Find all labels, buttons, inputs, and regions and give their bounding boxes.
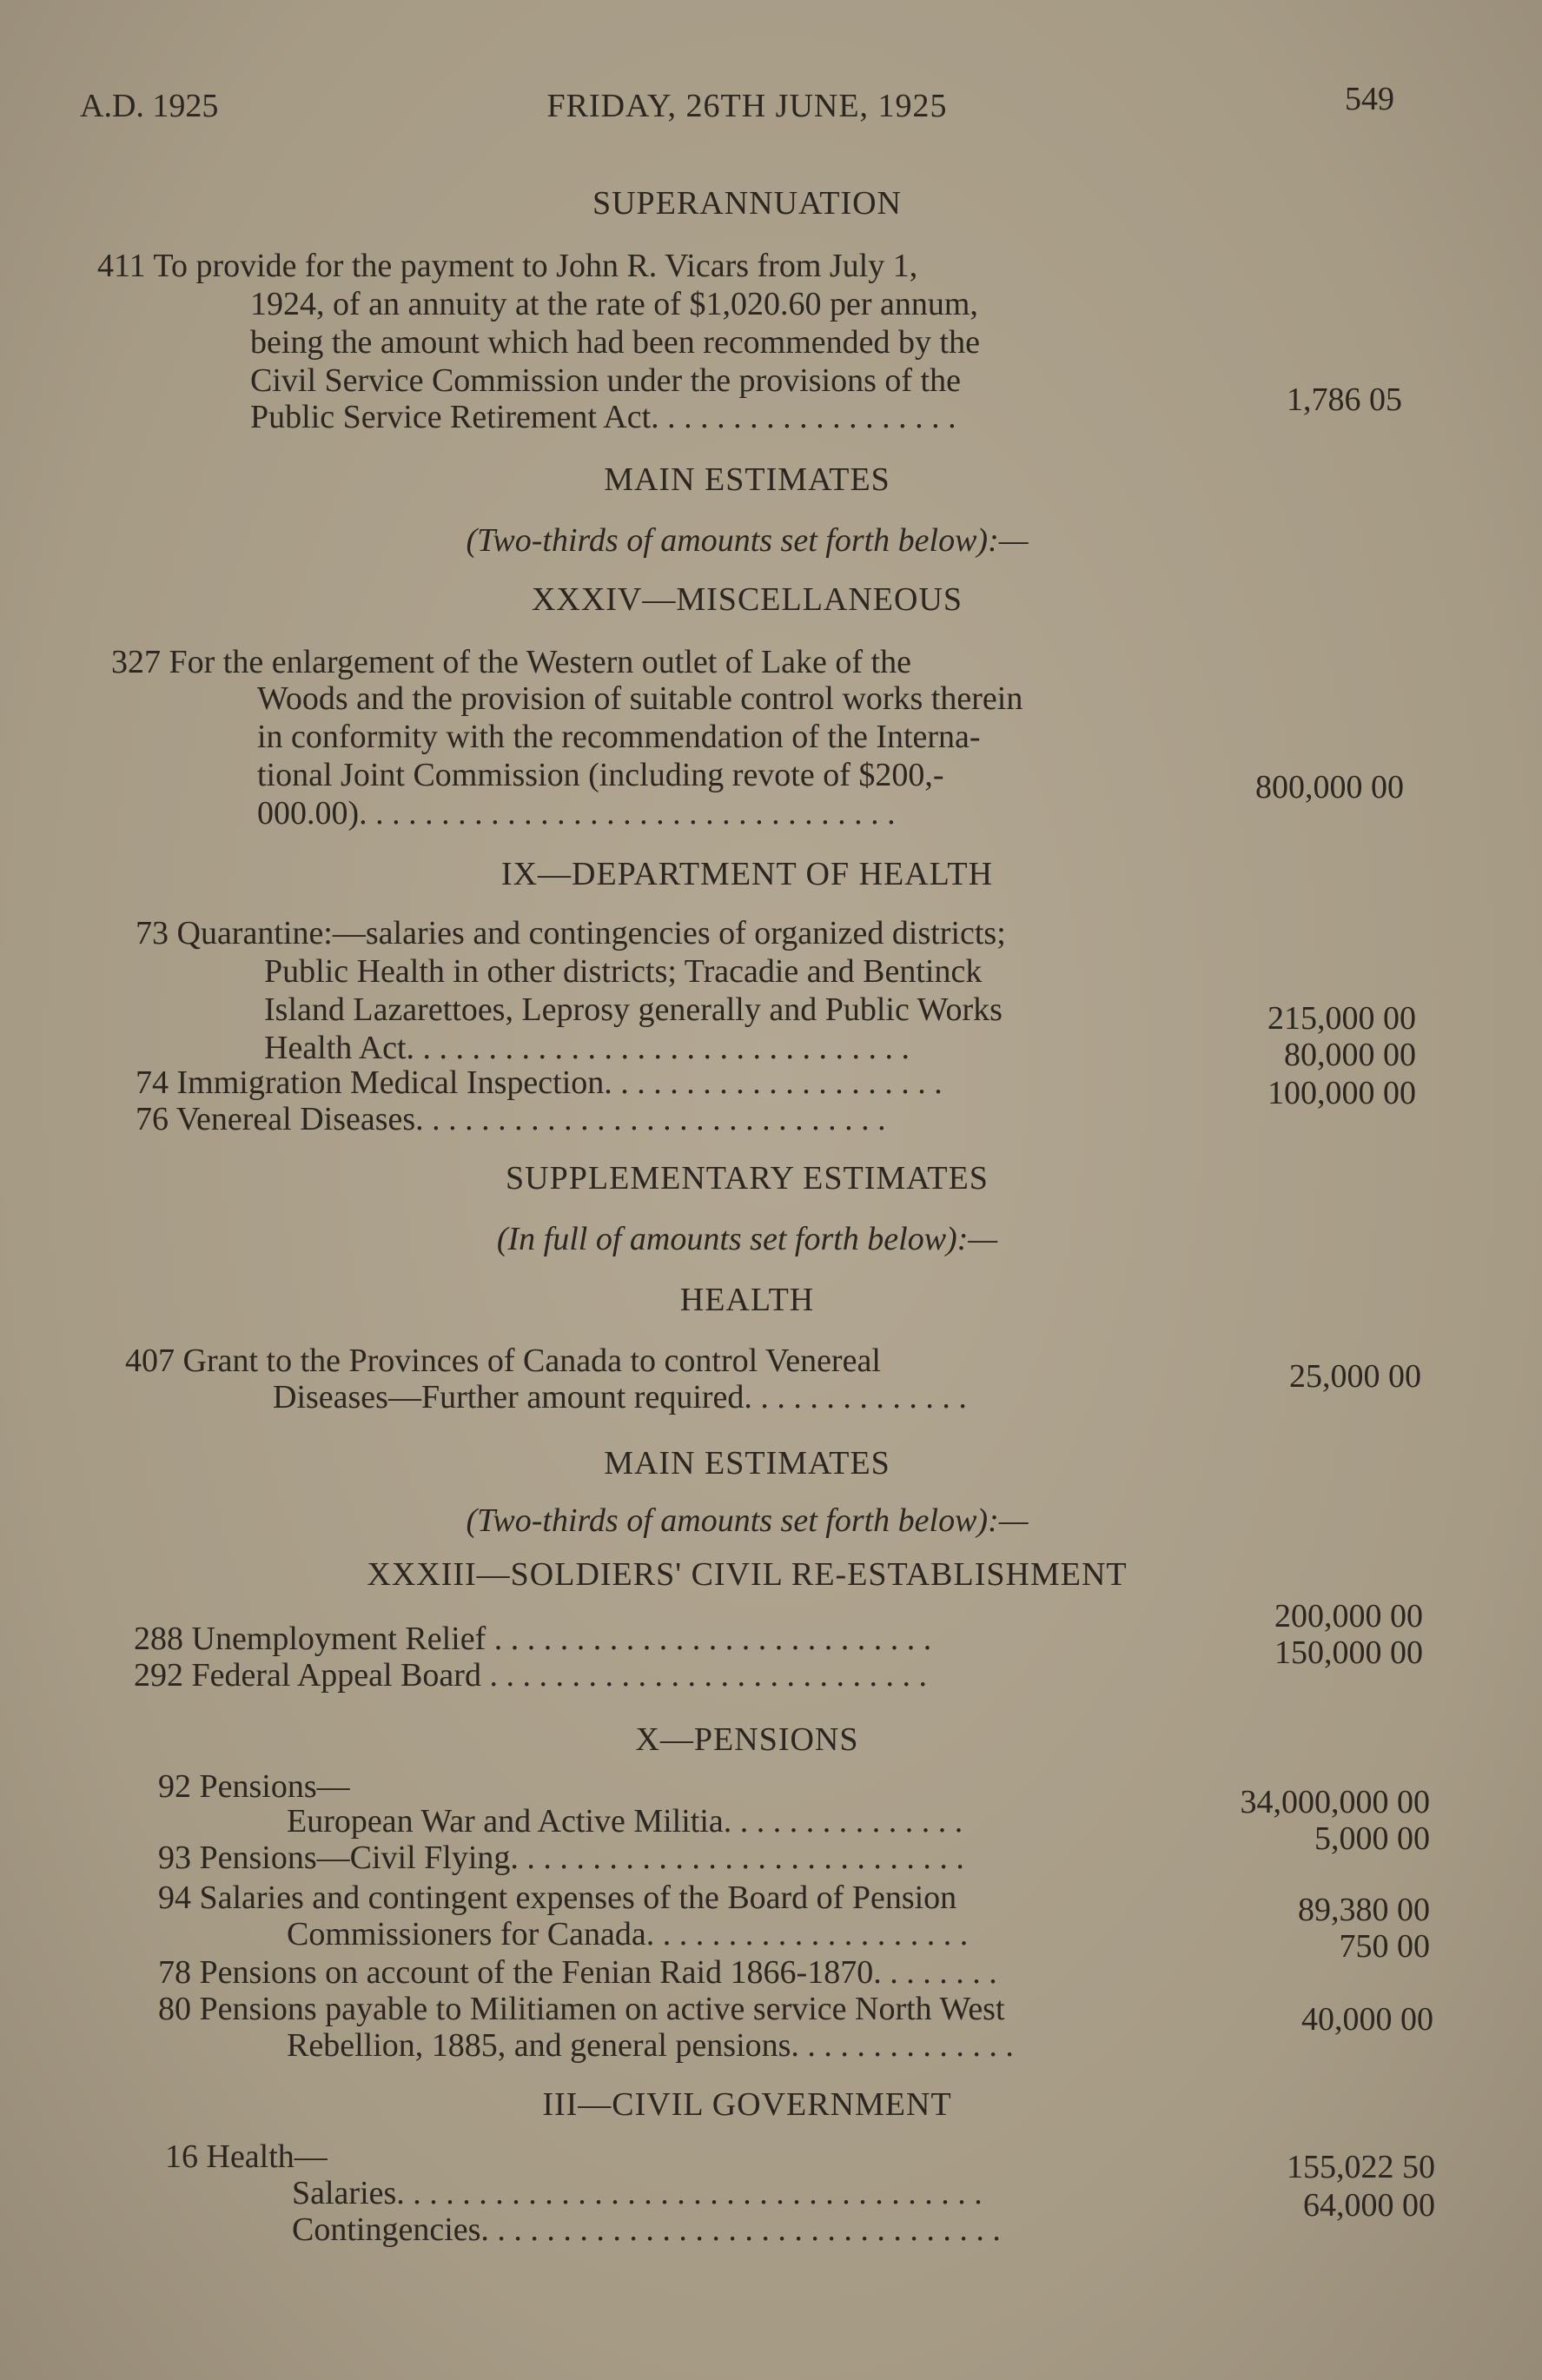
item-407-amount: 25,000 00 xyxy=(1289,1358,1421,1395)
item-76-amount: 100,000 00 xyxy=(1267,1075,1416,1111)
item-288-amount: 200,000 00 xyxy=(1274,1598,1423,1634)
note-main-estimates-2: (Two-thirds of amounts set forth below):— xyxy=(466,1502,1029,1539)
heading-soldiers-civil-re-establishment: XXXIII—SOLDIERS' CIVIL RE-ESTABLISHMENT xyxy=(367,1556,1128,1593)
item-78-amount: 750 00 xyxy=(1339,1928,1430,1965)
heading-health: HEALTH xyxy=(679,1282,815,1318)
item-76-line: 76 Venereal Diseases. . . . . . . . . . . . . . . . . . . . . . . . . . . . . xyxy=(136,1101,886,1137)
item-93-line: 93 Pensions—Civil Flying. . . . . . . . . . . . . . . . . . . . . . . . . . . . xyxy=(158,1840,964,1876)
item-94-line-1: 94 Salaries and contingent expenses of the Board of Pension xyxy=(158,1879,957,1916)
item-74-line: 74 Immigration Medical Inspection. . . . . . . . . . . . . . . . . . . . . xyxy=(136,1064,943,1101)
item-411-line-3: being the amount which had been recommended by the xyxy=(250,324,980,361)
heading-superannuation: SUPERANNUATION xyxy=(592,185,903,222)
item-93-amount: 5,000 00 xyxy=(1314,1820,1430,1857)
item-94-line-2: Commissioners for Canada. . . . . . . . . . . . . . . . . . . . xyxy=(287,1916,969,1952)
item-73-amount: 215,000 00 xyxy=(1267,1000,1416,1037)
header-date: FRIDAY, 26TH JUNE, 1925 xyxy=(546,88,948,124)
note-supplementary-estimates: (In full of amounts set forth below):— xyxy=(496,1221,998,1257)
item-292-line: 292 Federal Appeal Board . . . . . . . . . . . . . . . . . . . . . . . . . . . xyxy=(134,1657,927,1694)
item-327-line-1: 327 For the enlargement of the Western outlet of Lake of the xyxy=(111,644,911,680)
item-80-amount: 40,000 00 xyxy=(1301,2001,1433,2038)
item-288-line: 288 Unemployment Relief . . . . . . . . . . . . . . . . . . . . . . . . . . . xyxy=(134,1621,932,1657)
item-92-line-2: European War and Active Militia. . . . . . . . . . . . . . . xyxy=(287,1803,963,1840)
heading-supplementary-estimates: SUPPLEMENTARY ESTIMATES xyxy=(506,1160,989,1197)
item-92-amount: 34,000,000 00 xyxy=(1240,1784,1430,1820)
item-292-amount: 150,000 00 xyxy=(1274,1634,1423,1671)
item-327-line-3: in conformity with the recommendation of the Interna- xyxy=(257,719,981,755)
item-327-line-4: tional Joint Commission (including revote of $200,- xyxy=(257,757,944,793)
item-80-line-1: 80 Pensions payable to Militiamen on active service North West xyxy=(158,1991,1005,2027)
item-16-contingencies: Contingencies. . . . . . . . . . . . . . . . . . . . . . . . . . . . . . . . xyxy=(292,2211,1001,2248)
item-411-amount: 1,786 05 xyxy=(1287,381,1402,418)
item-73-line-3: Island Lazarettoes, Leprosy generally and Public Works xyxy=(264,991,1003,1028)
item-411-line-1: 411 To provide for the payment to John R. Vicars from July 1, xyxy=(97,248,918,284)
item-94-amount: 89,380 00 xyxy=(1298,1892,1430,1928)
item-407-line-2: Diseases—Further amount required. . . . . . . . . . . . . . xyxy=(273,1379,967,1415)
item-16-salaries: Salaries. . . . . . . . . . . . . . . . . . . . . . . . . . . . . . . . . . . . xyxy=(292,2175,983,2211)
item-411-line-5: Public Service Retirement Act. . . . . . . . . . . . . . . . . . . xyxy=(250,399,956,435)
note-main-estimates-1: (Two-thirds of amounts set forth below):— xyxy=(466,522,1029,559)
item-411-line-2: 1924, of an annuity at the rate of $1,020.60 per annum, xyxy=(250,286,978,322)
header-year: A.D. 1925 xyxy=(80,88,219,124)
item-411-line-4: Civil Service Commission under the provisions of the xyxy=(250,362,961,399)
item-73-line-1: 73 Quarantine:—salaries and contingencies of organized districts; xyxy=(136,915,1006,951)
item-16-line-1: 16 Health— xyxy=(165,2138,328,2175)
item-407-line-1: 407 Grant to the Provinces of Canada to control Venereal xyxy=(125,1342,881,1379)
item-73-line-2: Public Health in other districts; Tracadie and Bentinck xyxy=(264,953,983,990)
item-327-amount: 800,000 00 xyxy=(1255,769,1404,805)
heading-civil-government: III—CIVIL GOVERNMENT xyxy=(542,2086,952,2123)
item-92-line-1: 92 Pensions— xyxy=(158,1768,350,1805)
item-78-line: 78 Pensions on account of the Fenian Raid 1866-1870. . . . . . . . xyxy=(158,1954,997,1991)
item-74-amount: 80,000 00 xyxy=(1284,1037,1416,1073)
heading-main-estimates-1: MAIN ESTIMATES xyxy=(604,461,890,498)
item-327-line-5: 000.00). . . . . . . . . . . . . . . . . . . . . . . . . . . . . . . . . xyxy=(257,795,896,832)
heading-pensions: X—PENSIONS xyxy=(635,1721,859,1758)
heading-miscellaneous: XXXIV—MISCELLANEOUS xyxy=(531,581,963,618)
page-number: 549 xyxy=(1345,81,1394,117)
item-16-contingencies-amount: 64,000 00 xyxy=(1303,2187,1435,2224)
heading-department-of-health: IX—DEPARTMENT OF HEALTH xyxy=(500,856,994,892)
item-80-line-2: Rebellion, 1885, and general pensions. . . . . . . . . . . . . . xyxy=(287,2027,1014,2064)
item-16-salaries-amount: 155,022 50 xyxy=(1287,2149,1435,2185)
item-327-line-2: Woods and the provision of suitable control works therein xyxy=(257,680,1023,717)
item-73-line-4: Health Act. . . . . . . . . . . . . . . . . . . . . . . . . . . . . . . xyxy=(264,1030,910,1066)
heading-main-estimates-2: MAIN ESTIMATES xyxy=(604,1445,890,1482)
